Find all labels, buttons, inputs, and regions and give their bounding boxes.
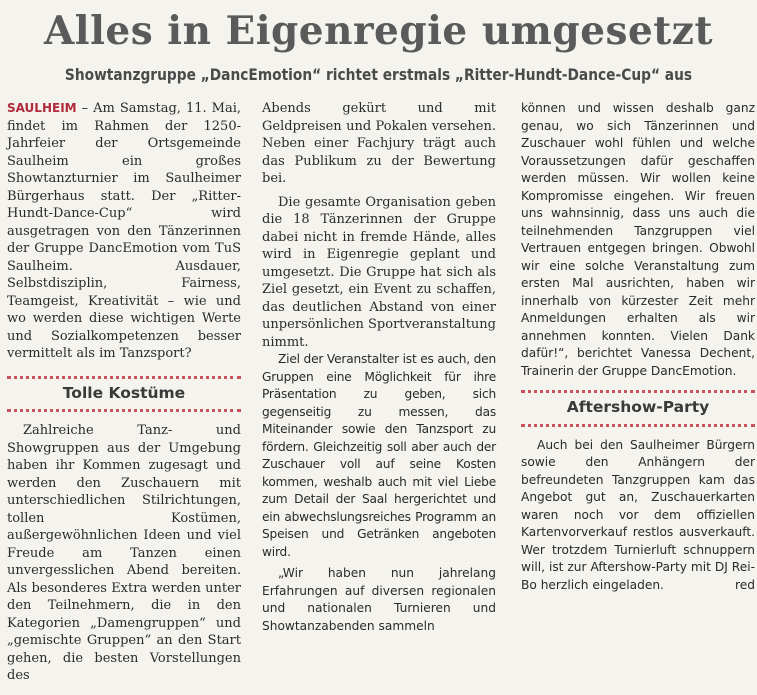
paragraph: „Wir haben nun jahrelang Erfahrungen auf diversen regionalen und nationalen Turnieren und Showtanzabenden sammeln: [262, 566, 496, 633]
paragraph: Ziel der Veranstalter ist es auch, den Gruppen eine Möglichkeit für ihre Präsentation zu geben, sich gegenseitig zu messen, das Miteinander sowie den Tanzsport zu fördern. Gleichzeitig soll aber auch der Zuschauer voll auf seine Kosten kommen, weshalb auch mit viel Liebe zum Detail der Saal hergerichtet und ein abwechslungsreiches Programm an Speisen und Getränken angeboten wird.: [262, 352, 496, 559]
paragraph-text: – Am Samstag, 11. Mai, findet im Rahmen der 1250-Jahrfeier der Ortsgemeinde Saulheim ein großes Showtanzturnier im Saulheimer Bürgerhaus statt. Der „Ritter-Hundt-Dance-Cup“ wird ausgetragen von den Tänzerinnen der Gruppe DancEmotion vom TuS Saulheim. Ausdauer, Selbstdisziplin, Fairness, Teamgeist, Kreativität – wie und wo werden diese wichtigen Werte und Sozialkompetenzen besser vermittelt als im Tanzsport?: [7, 101, 241, 361]
section-heading-tolle-kostueme: Tolle Kostüme: [7, 376, 241, 413]
paragraph: Zahlreiche Tanz- und Showgruppen aus der Umgebung haben ihr Kommen zugesagt und werden den Zuschauern mit unterschiedlichen Stilrichtungen, tollen Kostümen, außergewöhnlichen Ideen und viel Freude am Tanzen einen unvergesslichen Abend bereiten. Als besonderes Extra werden unter den Teilnehmern, die in den Kategorien „Damengruppen“ und „gemischte Gruppen“ an den Start gehen, die besten Vorstellungen des: [7, 423, 241, 683]
paragraph: können und wissen deshalb ganz genau, wo sich Tänzerinnen und Zuschauer wohl fühlen und welche Voraussetzungen dafür geschaffen werden müssen. Wir wollen keine Kompromisse eingehen. Wir freuen uns wahnsinnig, dass uns auch die teilnehmenden Tanzgruppen viel Vertrauen entgegen bringen. Obwohl wir eine solche Veranstaltung zum ersten Mal ausrichten, haben wir innerhalb von kürzester Zeit mehr Anmeldungen erhalten als wir annehmen konnten. Vielen Dank dafür!“, berichtet Vanessa Dechent, Trainerin der Gruppe DancEmotion.: [521, 101, 755, 378]
paragraph: Abends gekürt und mit Geldpreisen und Pokalen versehen. Neben einer Fachjury trägt auch das Publikum zu der Bewertung bei.: [262, 101, 496, 186]
paragraph: [7, 100, 241, 363]
dateline: SAULHEIM: [7, 101, 77, 115]
text-column-1: [7, 100, 241, 685]
text-column-2: [262, 100, 496, 635]
section-heading-aftershow-party: Aftershow-Party: [521, 390, 755, 427]
article-headline: Alles in Eigenregie umgesetzt: [44, 8, 713, 54]
text-column-3: [521, 100, 755, 594]
paragraph: Die gesamte Organisation geben die 18 Tänzerinnen der Gruppe dabei nicht in fremde Hände, alles wird in Eigenregie geplant und umgesetzt. Die Gruppe hat sich als Ziel gesetzt, ein Event zu schaffen, das deutlichen Abstand von einer unpersönlichen Sportveranstaltung nimmt.: [262, 194, 496, 350]
paragraph: [521, 437, 755, 595]
article-subhead: Showtanzgruppe „DancEmotion“ richtet erstmals „Ritter-Hundt-Dance-Cup“ aus: [64, 65, 693, 84]
author-signature: red: [735, 577, 755, 592]
paragraph-text: Auch bei den Saulheimer Bürgern sowie den Anhängern der befreundeten Tanzgruppen kam das Angebot gut an, Zuschauerkarten waren noch vor dem offiziellen Kartenvorverkauf restlos ausverkauft. Wer trotzdem Turnierluft schnuppern will, ist zur Aftershow-Party mit DJ Rei-Bo herzlich eingeladen.: [521, 437, 755, 592]
